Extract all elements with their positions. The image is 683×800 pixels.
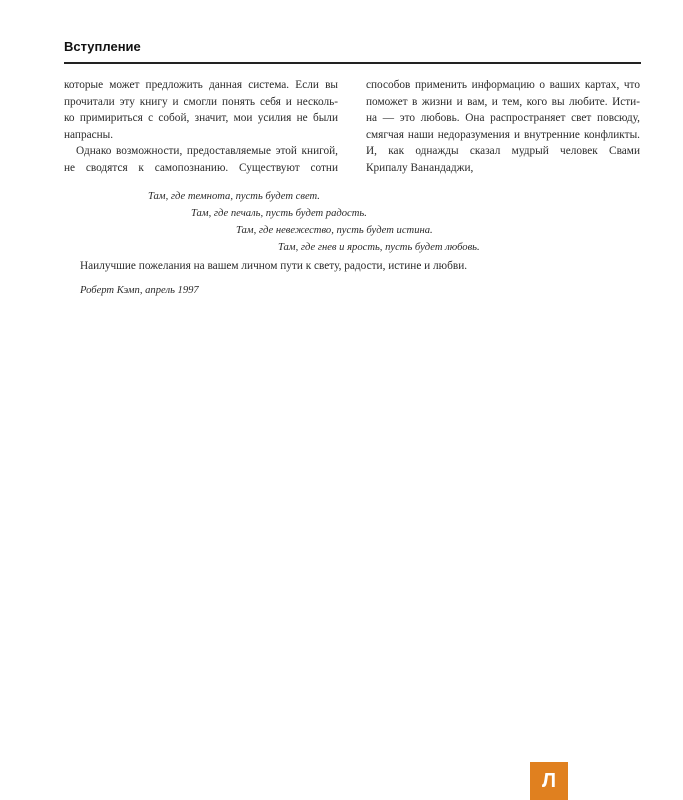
right-line-6: Крипалу Ванандаджи,	[366, 161, 474, 174]
right-column	[366, 77, 640, 177]
right-line-3: на — это любовь. Она распространяет свет повсюду,	[366, 112, 640, 125]
right-line-1: способов применить информацию о ваших картах, что	[366, 79, 640, 91]
left-line-6: не сводятся к самопознанию. Существуют сотни	[64, 161, 338, 174]
poem-line-4: Там, где гнев и ярость, пусть будет любовь.	[278, 242, 480, 253]
poem-line-2: Там, где печаль, пусть будет радость.	[191, 208, 367, 219]
logo-letter: Л	[541, 770, 557, 792]
poem-line-1: Там, где темнота, пусть будет свет.	[148, 191, 320, 202]
right-line-4: смягчая наши недоразумения и внутренние конфликты.	[366, 128, 640, 141]
right-line-2: поможет в жизни и вам, и тем, кого вы любите. Исти-	[366, 95, 640, 108]
left-line-1: которые может предложить данная система. Если вы	[64, 79, 338, 91]
signature: Роберт Кэмп, апрель 1997	[80, 285, 199, 296]
left-column	[64, 77, 338, 177]
left-line-2: прочитали эту книгу и смогли понять себя и несколь-	[64, 95, 338, 108]
left-line-5: Однако возможности, предоставляемые этой книгой,	[76, 145, 338, 158]
page-header	[64, 39, 641, 55]
poem-line-3: Там, где невежество, пусть будет истина.	[236, 225, 433, 236]
section-title: Вступление	[64, 39, 141, 54]
left-line-3: ко примириться с собой, значит, мои усилия не были	[64, 112, 338, 125]
header-rule	[64, 62, 641, 64]
right-line-5: И, как однажды сказал мудрый человек Свами	[366, 145, 640, 158]
left-line-4: напрасны.	[64, 128, 114, 141]
closing-line: Наилучшие пожелания на вашем личном пути к свету, радости, истине и любви.	[80, 260, 468, 272]
publisher-logo	[530, 762, 568, 800]
